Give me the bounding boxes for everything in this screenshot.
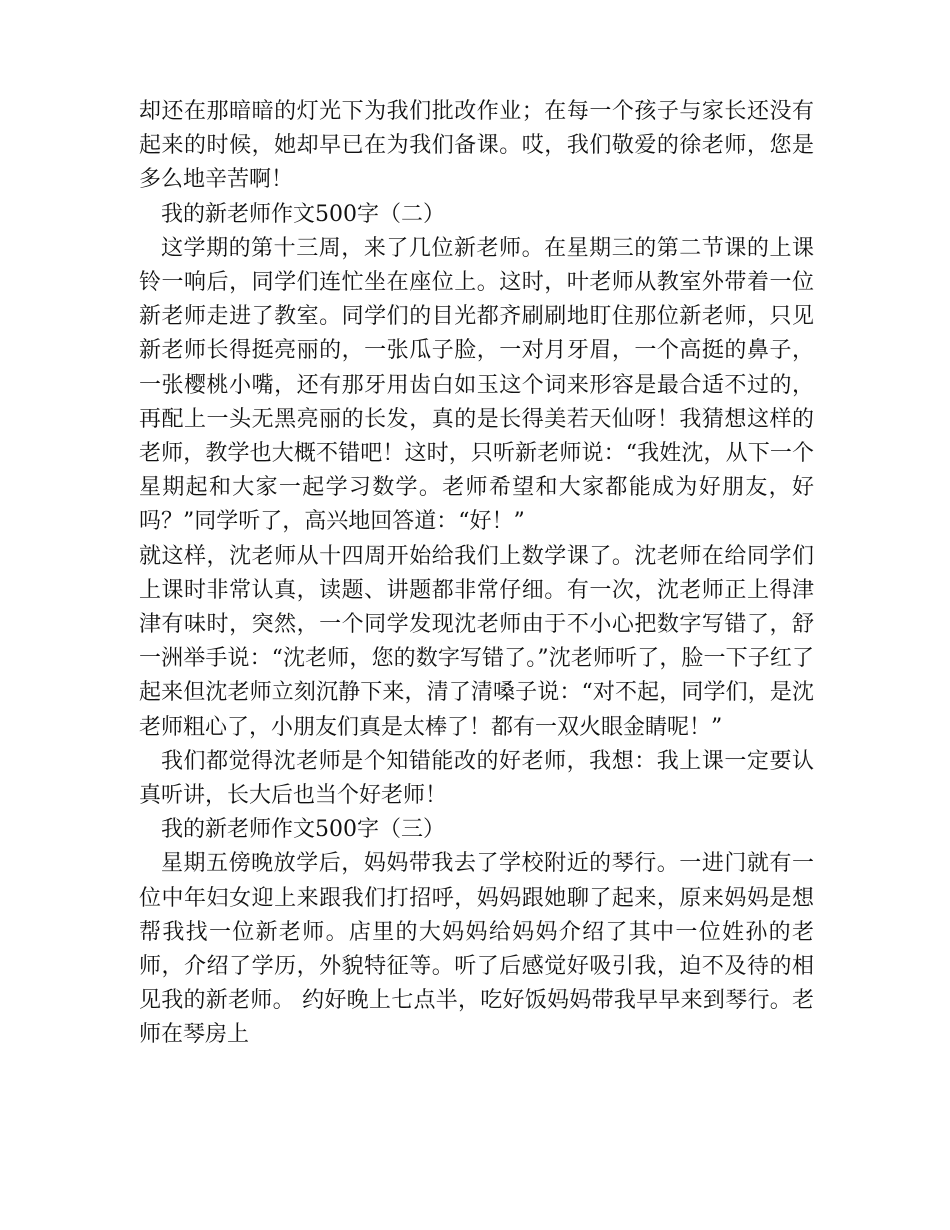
paragraph-conclusion: 我们都觉得沈老师是个知错能改的好老师，我想：我上课一定要认真听讲，长大后也当个好老师！ <box>139 748 814 809</box>
paragraph-continuation: 却还在那暗暗的灯光下为我们批改作业；在每一个孩子与家长还没有起来的时候，她却早已在为我们备课。哎，我们敬爱的徐老师，您是多么地辛苦啊！ <box>139 99 814 193</box>
paragraph-math-class: 就这样，沈老师从十四周开始给我们上数学课了。沈老师在给同学们上课时非常认真，读题、讲题都非常仔细。有一次，沈老师正上得津津有味时，突然，一个同学发现沈老师由于不小心把数字写错了，舒一洲举手说：“沈老师，您的数字写错了。”沈老师听了，脸一下子红了起来但沈老师立刻沉静下来，清了清嗓子说：“对不起，同学们，是沈老师粗心了，小朋友们真是太棒了！都有一双火眼金睛呢！” <box>139 543 814 740</box>
paragraph-piano-shop: 星期五傍晚放学后，妈妈带我去了学校附近的琴行。一进门就有一位中年妇女迎上来跟我们打招呼，妈妈跟她聊了起来，原来妈妈是想帮我找一位新老师。店里的大妈妈给妈妈介绍了其中一位姓孙的老师，介绍了学历，外貌特征等。听了后感觉好吸引我，迫不及待的相见我的新老师。 约好晚上七点半，吃好饭妈妈带我早早来到琴行。老师在琴房上 <box>139 851 814 1048</box>
paragraph-new-teacher-arrives: 这学期的第十三周，来了几位新老师。在星期三的第二节课的上课铃一响后，同学们连忙坐在座位上。这时，叶老师从教室外带着一位新老师走进了教室。同学们的目光都齐刷刷地盯住那位新老师，只见新老师长得挺亮丽的，一张瓜子脸，一对月牙眉，一个高挺的鼻子，一张樱桃小嘴，还有那牙用齿白如玉这个词来形容是最合适不过的，再配上一头无黑亮丽的长发，真的是长得美若天仙呀！我猜想这样的老师，教学也大概不错吧！这时，只听新老师说：“我姓沈，从下一个星期起和大家一起学习数学。老师希望和大家都能成为好朋友，好吗？”同学听了，高兴地回答道：“好！” <box>139 235 814 535</box>
section-heading-2: 我的新老师作文500字（二） <box>161 201 445 227</box>
section-heading-3: 我的新老师作文500字（三） <box>161 817 445 843</box>
document-page <box>139 95 814 1053</box>
